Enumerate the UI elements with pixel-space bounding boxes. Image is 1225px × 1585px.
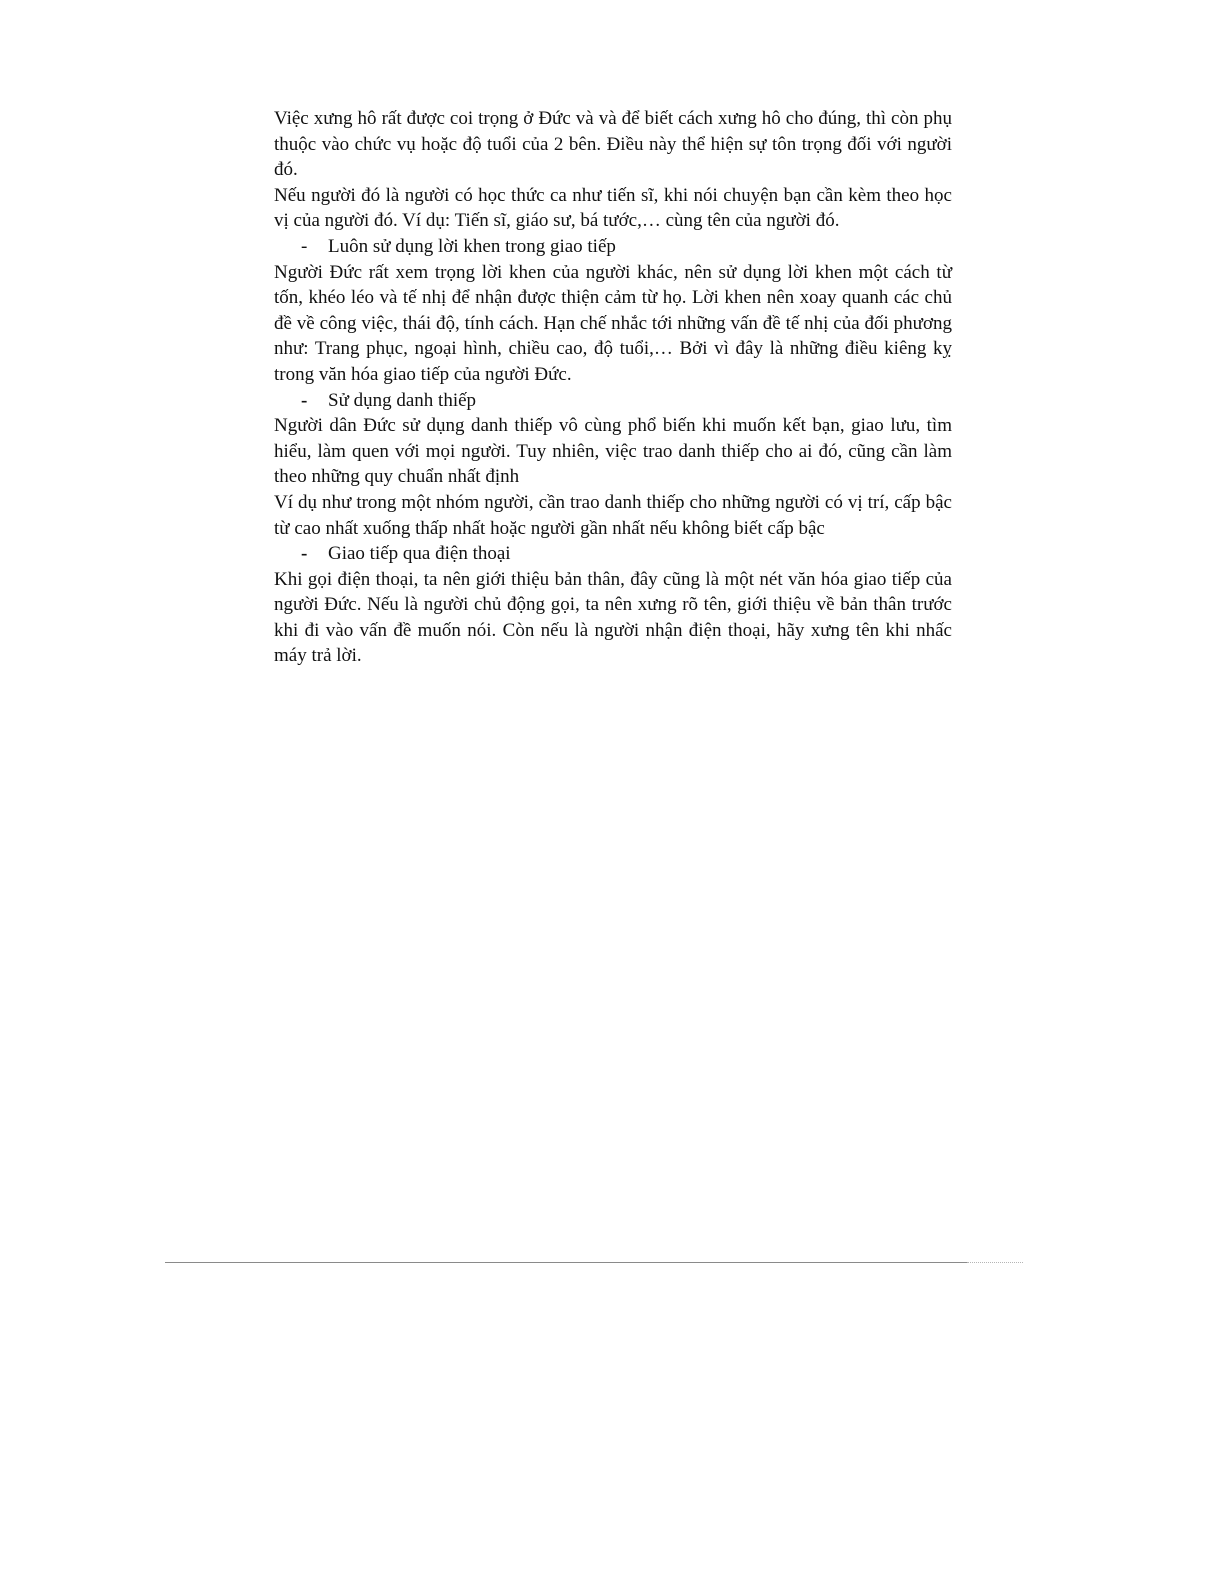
bullet-marker: - <box>301 389 308 411</box>
bullet-business-cards <box>274 388 952 414</box>
bullet-text: Sử dụng danh thiếp <box>328 389 477 411</box>
paragraph-forms-of-address: Việc xưng hô rất được coi trọng ở Đức và và để biết cách xưng hô cho đúng, thì còn phụ thuộc vào chức vụ hoặc độ tuổi của 2 bên. Điều này thể hiện sự tôn trọng đối với người đó. <box>274 108 952 181</box>
bullet-compliments <box>274 234 952 260</box>
bullet-marker: - <box>301 543 308 565</box>
page-divider-line <box>165 1262 967 1263</box>
bullet-marker: - <box>301 235 308 257</box>
page-divider-tail <box>967 1262 1023 1263</box>
bullet-text: Luôn sử dụng lời khen trong giao tiếp <box>328 235 616 257</box>
paragraph-business-cards: Người dân Đức sử dụng danh thiếp vô cùng phổ biến khi muốn kết bạn, giao lưu, tìm hiểu, làm quen với mọi người. Tuy nhiên, việc trao danh thiếp cho ai đó, cũng cần làm theo những quy chuẩn nhất định <box>274 415 952 488</box>
paragraph-compliments: Người Đức rất xem trọng lời khen của người khác, nên sử dụng lời khen một cách từ tốn, khéo léo và tế nhị để nhận được thiện cảm từ họ. Lời khen nên xoay quanh các chủ đề về công việc, thái độ, tính cách. Hạn chế nhắc tới những vấn đề tế nhị của đối phương như: Trang phục, ngoại hình, chiều cao, độ tuổi,… Bởi vì đây là những điều kiêng kỵ trong văn hóa giao tiếp của người Đức. <box>274 261 952 385</box>
paragraph-card-order: Ví dụ như trong một nhóm người, cần trao danh thiếp cho những người có vị trí, cấp bậc từ cao nhất xuống thấp nhất hoặc người gần nhất nếu không biết cấp bậc <box>274 491 952 539</box>
bullet-phone-communication <box>274 541 952 567</box>
paragraph-phone-communication: Khi gọi điện thoại, ta nên giới thiệu bản thân, đây cũng là một nét văn hóa giao tiếp của người Đức. Nếu là người chủ động gọi, ta nên xưng rõ tên, giới thiệu về bản thân trước khi đi vào vấn đề muốn nói. Còn nếu là người nhận điện thoại, hãy xưng tên khi nhấc máy trả lời. <box>274 568 952 667</box>
paragraph-academic-titles: Nếu người đó là người có học thức ca như tiến sĩ, khi nói chuyện bạn cần kèm theo học vị của người đó. Ví dụ: Tiến sĩ, giáo sư, bá tước,… cùng tên của người đó. <box>274 184 952 232</box>
document-body <box>274 106 952 669</box>
bullet-text: Giao tiếp qua điện thoại <box>328 543 511 565</box>
